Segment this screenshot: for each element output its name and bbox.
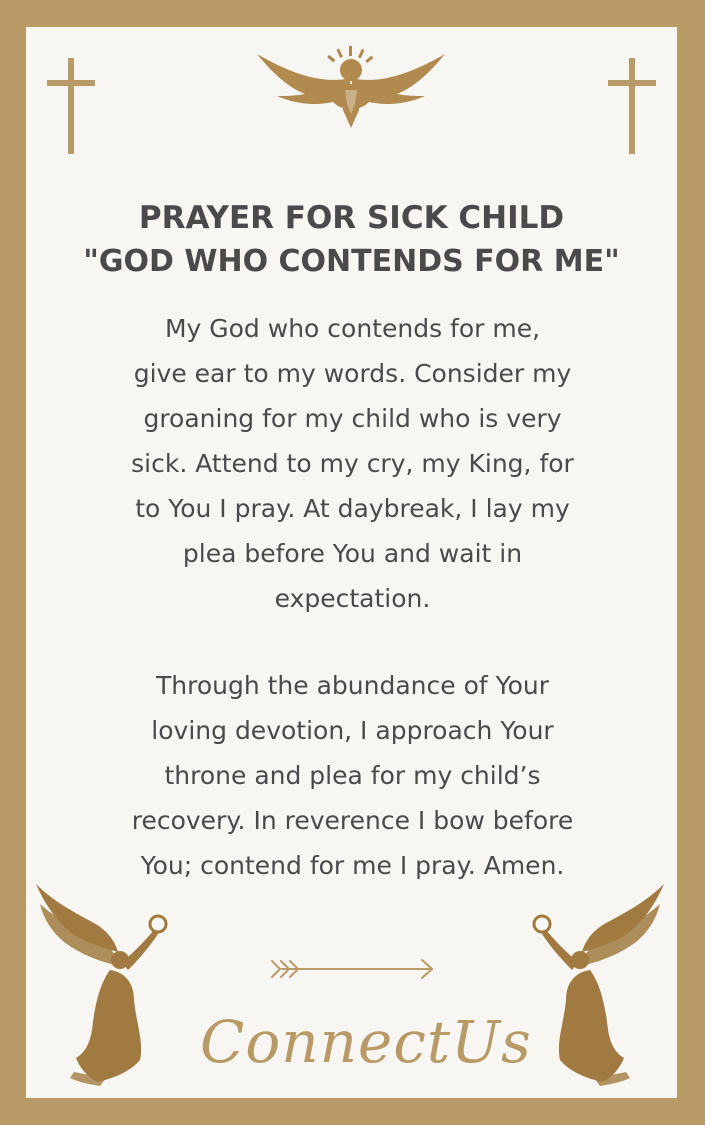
- arrow-icon: [268, 955, 436, 983]
- prayer-line: plea before You and wait in: [182, 539, 523, 568]
- prayer-line: to You I pray. At daybreak, I lay my: [135, 494, 570, 523]
- prayer-line: loving devotion, I approach Your: [151, 716, 554, 745]
- prayer-line: Through the abundance of Your: [155, 671, 550, 700]
- prayer-subtitle: "GOD WHO CONTENDS FOR ME": [83, 244, 620, 279]
- prayer-line: throne and plea for my child’s: [164, 761, 541, 790]
- angel-icon: [526, 882, 666, 1088]
- prayer-title: PRAYER FOR SICK CHILD: [138, 200, 565, 236]
- prayer-line: expectation.: [274, 584, 431, 613]
- prayer-line: You; contend for me I pray. Amen.: [140, 851, 565, 880]
- winged-sun-emblem-icon: [255, 44, 447, 130]
- connectus-logo: ConnectUs: [200, 1008, 532, 1076]
- cross-icon: [606, 56, 658, 156]
- angel-icon: [34, 882, 174, 1088]
- prayer-paragraph-2: [40, 663, 665, 888]
- prayer-line: give ear to my words. Consider my: [133, 359, 572, 388]
- prayer-line: sick. Attend to my cry, my King, for: [131, 449, 574, 478]
- prayer-line: recovery. In reverence I bow before: [131, 806, 574, 835]
- prayer-line: groaning for my child who is very: [143, 404, 562, 433]
- cross-icon: [45, 56, 97, 156]
- prayer-line: My God who contends for me,: [164, 314, 541, 343]
- prayer-paragraph-1: [40, 306, 665, 621]
